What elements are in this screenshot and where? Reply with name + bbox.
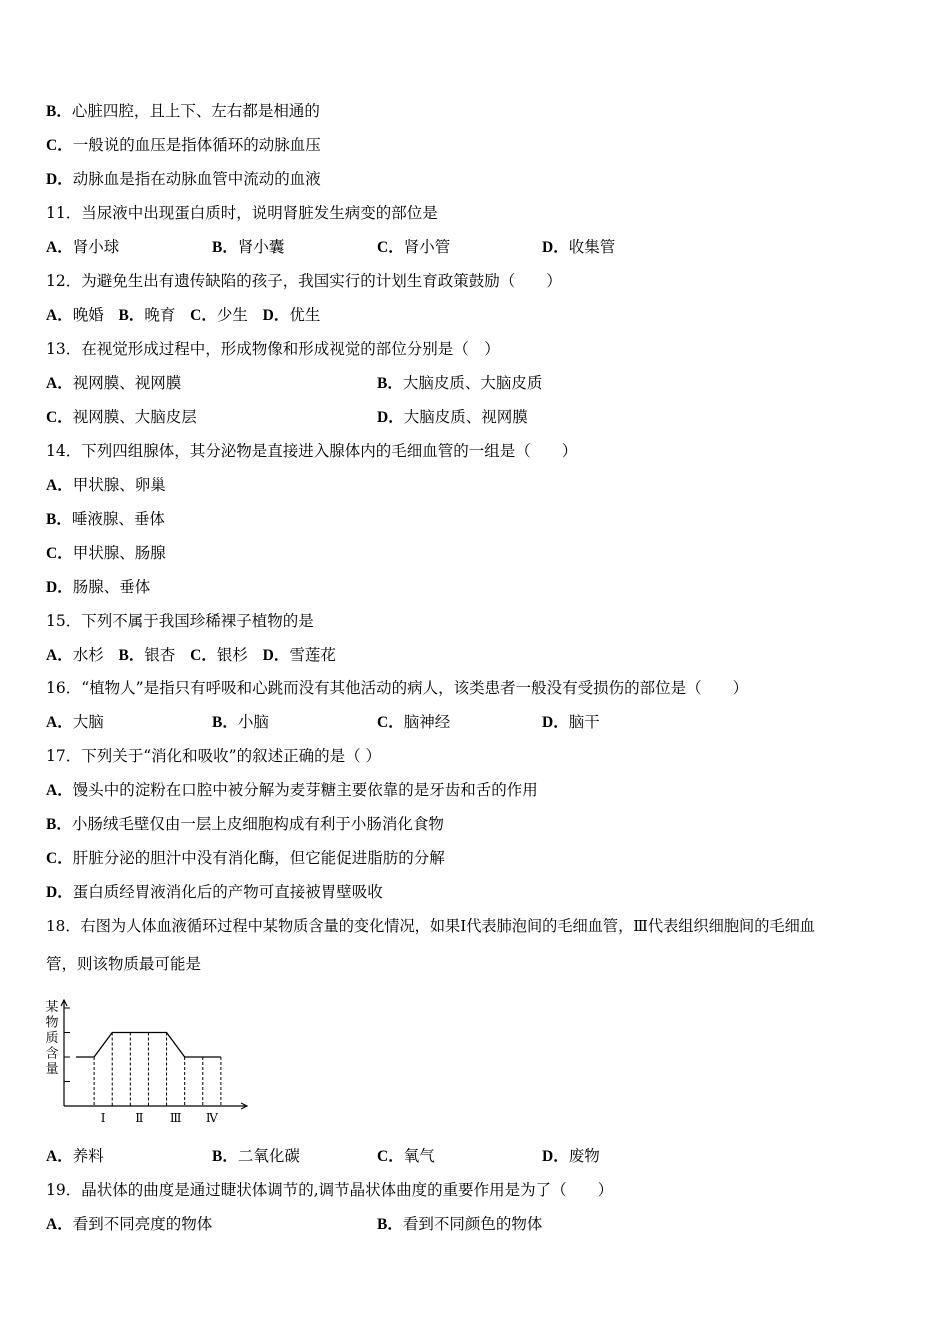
option-text: 看到不同颜色的物体: [402, 1215, 543, 1233]
option-line-b: [46, 100, 320, 123]
q18-option-d: [542, 1145, 600, 1168]
y-label-char: 质: [45, 1031, 59, 1046]
option-label: D．: [262, 307, 290, 324]
option-label: C．: [46, 137, 73, 154]
option-text: 甲状腺、肠腺: [72, 544, 166, 562]
option-label: A．: [46, 307, 73, 324]
option-label: A．: [46, 477, 73, 494]
question-17-stem: 17．下列关于“消化和吸收”的叙述正确的是（ ）: [46, 747, 381, 765]
option-label: C．: [46, 850, 73, 867]
option-label: B．: [118, 307, 145, 324]
option-label: A．: [46, 782, 73, 799]
option-label: A．: [46, 1216, 73, 1233]
q16-option-d: [542, 711, 600, 734]
y-ticks: [64, 1008, 70, 1082]
option-label: C．: [377, 714, 404, 731]
option-text: 心脏四腔，且上下、左右都是相通的: [71, 102, 320, 120]
option-label: D．: [542, 239, 569, 256]
option-text: 肾小囊: [237, 238, 285, 256]
option-label: B．: [377, 375, 403, 392]
option-text: 动脉血是指在动脉血管中流动的血液: [72, 170, 321, 188]
option-text: 脑神经: [403, 713, 451, 731]
option-text: 视网膜、大脑皮层: [72, 408, 197, 426]
q15-options: [46, 644, 336, 667]
option-text: 银杏: [144, 646, 176, 664]
option-label: B．: [46, 511, 72, 528]
option-text: 雪莲花: [289, 646, 336, 664]
option-text: 蛋白质经胃液消化后的产物可直接被胃壁吸收: [72, 883, 383, 901]
option-label: C．: [190, 307, 217, 324]
option-text: 肠腺、垂体: [72, 578, 151, 596]
q18-option-c: [377, 1145, 435, 1168]
option-label: B．: [377, 1216, 403, 1233]
q11-option-a: [46, 236, 119, 259]
option-label: B．: [212, 239, 238, 256]
option-label: A．: [46, 375, 73, 392]
option-label: C．: [46, 545, 73, 562]
q18-option-a: [46, 1145, 104, 1168]
option-label: B．: [46, 816, 72, 833]
option-text: 少生: [216, 306, 248, 324]
question-19-stem: 19．晶状体的曲度是通过睫状体调节的,调节晶状体曲度的重要作用是为了（ ）: [46, 1181, 614, 1199]
option-text: 看到不同亮度的物体: [72, 1215, 213, 1233]
option-label: C．: [377, 1148, 404, 1165]
option-label: B．: [118, 647, 145, 664]
option-text: 馒头中的淀粉在口腔中被分解为麦芽糖主要依靠的是牙齿和舌的作用: [72, 781, 538, 799]
option-text: 银杉: [216, 646, 248, 664]
question-11-stem: 11．当尿液中出现蛋白质时，说明肾脏发生病变的部位是: [46, 204, 438, 222]
option-text: 二氧化碳: [237, 1147, 300, 1165]
q14-option-b: [46, 508, 165, 531]
q13-option-d: [377, 406, 528, 429]
q18-option-b: [212, 1145, 300, 1168]
option-text: 大脑皮质、大脑皮质: [402, 374, 543, 392]
q16-option-b: [212, 711, 269, 734]
option-text: 废物: [568, 1147, 600, 1165]
option-text: 一般说的血压是指体循环的动脉血压: [72, 136, 321, 154]
option-label: C．: [46, 409, 73, 426]
option-text: 优生: [289, 306, 321, 324]
question-15-stem: 15．下列不属于我国珍稀裸子植物的是: [46, 612, 314, 630]
y-label-char: 含: [45, 1046, 59, 1062]
option-text: 小脑: [237, 713, 269, 731]
q14-option-d: [46, 576, 150, 599]
option-label: B．: [212, 1148, 238, 1165]
question-14-stem: 14．下列四组腺体，其分泌物是直接进入腺体内的毛细血管的一组是（ ）: [46, 442, 578, 460]
option-text: 肾小球: [72, 238, 120, 256]
y-label-char: 某: [45, 1000, 59, 1015]
x-tick-label: Ⅲ: [169, 1111, 182, 1125]
q17-option-d: [46, 881, 383, 904]
option-text: 视网膜、视网膜: [72, 374, 182, 392]
option-text: 肝脏分泌的胆汁中没有消化酶，但它能促进脂肪的分解: [72, 849, 445, 867]
option-label: D．: [46, 884, 73, 901]
option-line-c: [46, 134, 321, 157]
q13-option-a: [46, 372, 181, 395]
option-text: 晚育: [144, 306, 176, 324]
q11-option-b: [212, 236, 284, 259]
axes: [61, 1000, 247, 1109]
q19-option-b: [377, 1213, 542, 1236]
option-text: 收集管: [568, 238, 616, 256]
q14-option-c: [46, 542, 166, 565]
option-text: 脑干: [568, 713, 600, 731]
q11-option-c: [377, 236, 450, 259]
option-text: 大脑皮质、视网膜: [403, 408, 528, 426]
q13-option-b: [377, 372, 542, 395]
y-axis-label: [45, 1000, 58, 1077]
option-text: 小肠绒毛壁仅由一层上皮细胞构成有利于小肠消化食物: [71, 815, 444, 833]
q12-options: [46, 304, 320, 327]
q16-option-a: [46, 711, 104, 734]
question-13-stem: 13．在视觉形成过程中，形成物像和形成视觉的部位分别是（ ）: [46, 340, 500, 358]
y-label-char: 量: [45, 1062, 59, 1077]
option-label: C．: [377, 239, 404, 256]
substance-content-chart: [42, 994, 262, 1130]
x-tick-label: Ⅱ: [135, 1111, 144, 1125]
y-label-char: 物: [45, 1015, 59, 1031]
option-text: 养料: [72, 1147, 104, 1165]
option-line-d: [46, 168, 321, 191]
option-label: D．: [542, 1148, 569, 1165]
option-label: B．: [212, 714, 238, 731]
question-18-stem: 18．右图为人体血液循环过程中某物质含量的变化情况，如果Ⅰ代表肺泡间的毛细血管，Ⅲ代表组织细胞间的毛细血: [46, 917, 815, 935]
option-text: 晚婚: [72, 306, 104, 324]
option-text: 唾液腺、垂体: [71, 510, 165, 528]
option-label: C．: [190, 647, 217, 664]
question-12-stem: 12．为避免生出有遗传缺陷的孩子，我国实行的计划生育政策鼓励（ ）: [46, 272, 562, 290]
q13-option-c: [46, 406, 197, 429]
x-tick-label: Ⅰ: [100, 1111, 106, 1125]
q17-option-b: [46, 813, 444, 836]
q17-option-c: [46, 847, 445, 870]
option-text: 大脑: [72, 713, 104, 731]
option-label: D．: [377, 409, 404, 426]
option-label: B．: [46, 103, 72, 120]
x-tick-labels: [101, 1111, 219, 1125]
question-16-stem: 16．“植物人”是指只有呼吸和心跳而没有其他活动的病人，该类患者一般没有受损伤的部位是（ ）: [46, 679, 749, 697]
q19-option-a: [46, 1213, 212, 1236]
question-18-stem-cont: 管，则该物质最可能是: [46, 955, 202, 973]
option-label: D．: [542, 714, 569, 731]
option-label: A．: [46, 1148, 73, 1165]
option-label: D．: [46, 579, 73, 596]
option-label: D．: [262, 647, 290, 664]
option-label: D．: [46, 171, 73, 188]
option-text: 水杉: [72, 646, 104, 664]
x-tick-label: Ⅳ: [205, 1111, 218, 1125]
q14-option-a: [46, 474, 166, 497]
q11-option-d: [542, 236, 615, 259]
option-label: A．: [46, 714, 73, 731]
option-text: 氧气: [403, 1147, 435, 1165]
option-label: A．: [46, 647, 73, 664]
q16-option-c: [377, 711, 450, 734]
dashed-drop-lines: [94, 1033, 221, 1107]
option-text: 甲状腺、卵巢: [72, 476, 166, 494]
option-label: A．: [46, 239, 73, 256]
q17-option-a: [46, 779, 538, 802]
option-text: 肾小管: [403, 238, 451, 256]
